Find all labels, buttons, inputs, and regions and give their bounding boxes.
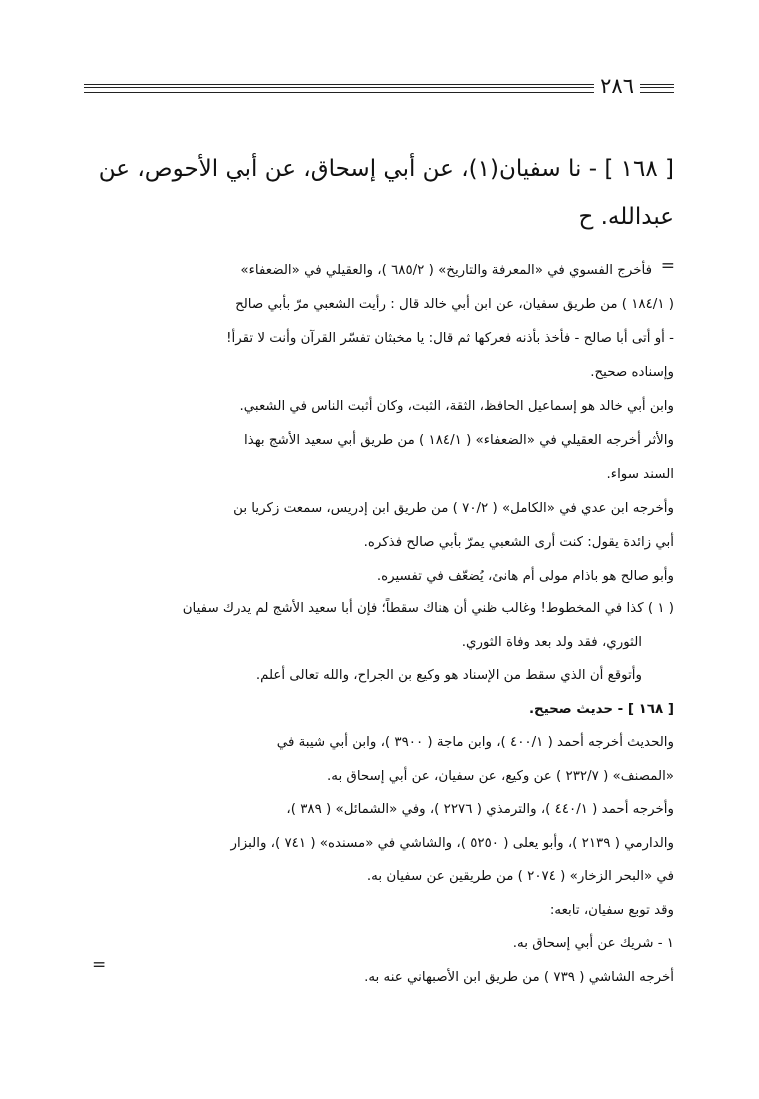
text-line: ( ١٨٤/١ ) من طريق سفيان، عن ابن أبي خالد قال : رأيت الشعبي مرّ بأبي صالح: [235, 297, 674, 312]
footnote-line: أخرجه الشاشي ( ٧٣٩ ) من طريق ابن الأصبهاني عنه به.: [364, 969, 674, 985]
takhrij-paragraph: [84, 254, 674, 594]
text-line: وأبو صالح هو باذام مولى أم هانئ، يُضعّف في تفسيره.: [376, 569, 674, 584]
continuation-marker: =: [92, 955, 107, 975]
text-line: والأثر أخرجه العقيلي في «الضعفاء» ( ١٨٤/١ ) من طريق أبي سعيد الأشج بهذا: [243, 433, 674, 448]
footnote-line: ١ - شريك عن أبي إسحاق به.: [512, 936, 674, 951]
text-line: وإسناده صحيح.: [590, 365, 674, 380]
header-rule-short: [640, 84, 674, 93]
text-line: السند سواء.: [606, 467, 674, 482]
footnote-line: في «البحر الزخار» ( ٢٠٧٤ ) من طريقين عن سفيان به.: [366, 869, 674, 884]
hadith-text: [84, 145, 674, 241]
hadith-line: [ ١٦٨ ] - نا سفيان(١)، عن أبي إسحاق، عن أبي الأحوص، عن: [98, 156, 674, 182]
continuation-marker: =: [660, 256, 675, 276]
header-rule: [84, 84, 594, 93]
footnote-line: الثوري، فقد ولد بعد وفاة الثوري.: [461, 634, 642, 650]
text-line: أبي زائدة يقول: كنت أرى الشعبي يمرّ بأبي صالح فذكره.: [363, 535, 674, 550]
footnote-section: [84, 592, 674, 994]
text-line: وأخرجه ابن عدي في «الكامل» ( ٧٠/٢ ) من طريق ابن إدريس، سمعت زكريا بن: [233, 501, 674, 516]
page-number: ٢٨٦: [600, 74, 634, 98]
footnote-line: وأخرجه أحمد ( ٤٤٠/١ )، والترمذي ( ٢٢٧٦ )، وفي «الشمائل» ( ٣٨٩ )،: [286, 802, 674, 817]
footnote-line: ( ١ ) كذا في المخطوط! وغالب ظني أن هناك سقطاً؛ فإن أبا سعيد الأشج لم يدرك سفيان: [182, 601, 674, 616]
footnote-line: وقد توبع سفيان، تابعه:: [549, 902, 674, 918]
text-line: وابن أبي خالد هو إسماعيل الحافظ، الثقة، الثبت، وكان أثبت الناس في الشعبي.: [239, 399, 674, 414]
text-line: فأخرج الفسوي في «المعرفة والتاريخ» ( ٦٨٥/٢ )، والعقيلي في «الضعفاء»: [240, 263, 652, 278]
footnote-line: والدارمي ( ٢١٣٩ )، وأبو يعلى ( ٥٢٥٠ )، والشاشي في «مسنده» ( ٧٤١ )، والبزار: [230, 835, 674, 851]
hadith-grade-heading: [ ١٦٨ ] - حديث صحيح.: [528, 701, 674, 717]
text-line: - أو أتى أبا صالح - فأخذ بأذنه فعركها ثم قال: يا مخبثان تفسّر القرآن وأنت لا تقرأ!: [226, 331, 674, 346]
footnote-line: «المصنف» ( ٢٣٢/٧ ) عن وكيع، عن سفيان، عن أبي إسحاق به.: [327, 768, 674, 784]
hadith-line: عبدالله. ح: [578, 204, 674, 230]
page-header: [84, 74, 674, 98]
footnote-line: والحديث أخرجه أحمد ( ٤٠٠/١ )، وابن ماجة ( ٣٩٠٠ )، وابن أبي شيبة في: [276, 735, 674, 750]
footnote-line: وأتوقع أن الذي سقط من الإسناد هو وكيع بن الجراح، والله تعالى أعلم.: [255, 668, 642, 683]
